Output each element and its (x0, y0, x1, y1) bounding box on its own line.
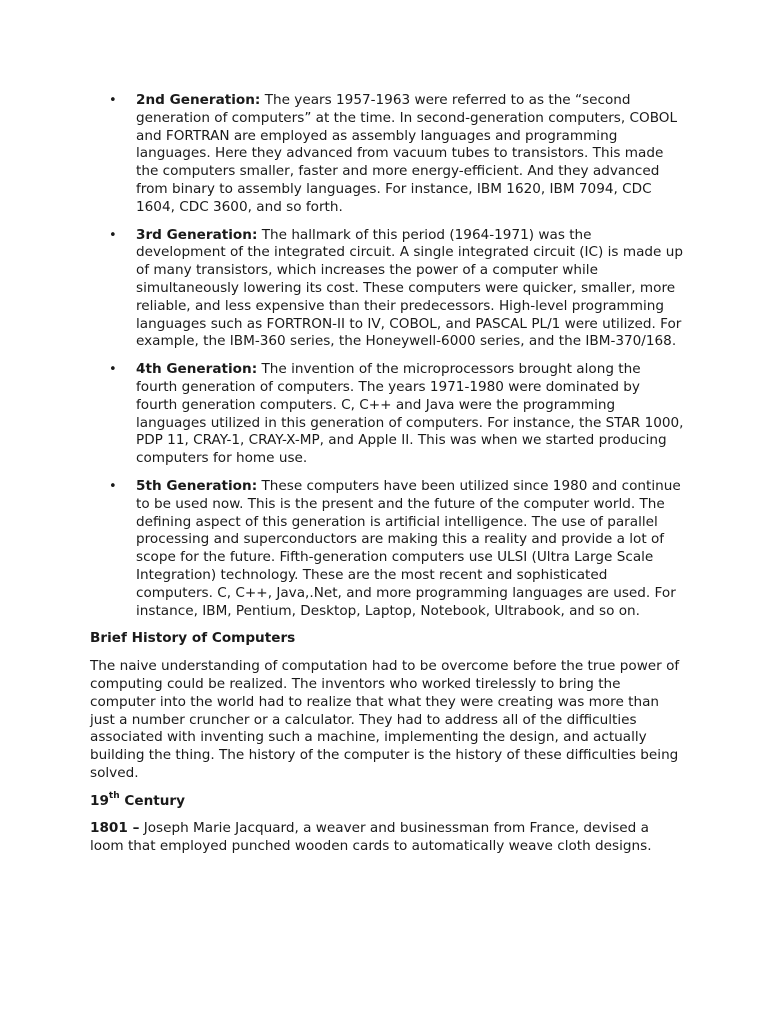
generation-label: 5th Generation: (136, 477, 258, 494)
bullet-icon: • (109, 227, 117, 243)
bullet-icon: • (109, 362, 117, 378)
list-item-3rd-generation (90, 227, 684, 352)
list-item-5th-generation (90, 478, 684, 620)
bullet-icon: • (109, 93, 117, 108)
generation-text: The years 1957-1963 were referred to as the “second generation of computers” at the time. In second-generation computers, COBOL and FORTRAN are employed as assembly languages and programming languages. Here they advanced from vacuum tubes to transistors. This made the computers smaller, faster and more energy-efficient. And they advanced from binary to assembly languages. For instance, IBM 1620, IBM 7094, CDC 1604, CDC 3600, and so forth. (136, 92, 678, 215)
century-word: Century (119, 792, 185, 809)
century-ordinal-suffix: th (108, 791, 120, 802)
entry-text: Joseph Marie Jacquard, a weaver and businessman from France, devised a loom that employed punched wooden cards to automatically weave cloth designs. (90, 820, 652, 855)
generation-label: 3rd Generation: (136, 226, 258, 243)
history-paragraph: The naive understanding of computation had to be overcome before the true power of computing could be realized. The inventors who worked tirelessly to bring the computer into the world had to realize that what they were creating was more than just a number cruncher or a calculator. They had to address all of the difficulties associated with inventing such a machine, implementing the design, and actually building the thing. The history of the computer is the history of these difficulties being solved. (90, 658, 680, 781)
entry-year-label: 1801 – (90, 820, 140, 837)
entry-1801 (90, 820, 684, 856)
bullet-icon: • (109, 478, 117, 494)
generation-label: 4th Generation: (136, 361, 258, 378)
list-item-2nd-generation (90, 92, 684, 217)
generations-list (90, 92, 684, 620)
document-page (90, 92, 684, 866)
generation-text: The invention of the microprocessors brought along the fourth generation of computers. The years 1971-1980 were dominated by fourth generation computers. C, C++ and Java were the programming languages utilized in this generation of computers. For instance, the STAR 1000, PDP 11, CRAY-1, CRAY-X-MP, and Apple II. This was when we started producing computers for home use. (136, 361, 684, 467)
century-heading (90, 793, 684, 811)
list-item-4th-generation (90, 361, 684, 468)
generation-label: 2nd Generation: (136, 92, 261, 108)
generation-text: The hallmark of this period (1964-1971) was the development of the integrated circuit. A single integrated circuit (IC) is made up of many transistors, which increases the power of a computer while simultaneously lowering its cost. These computers were quicker, smaller, more reliable, and less expensive than their predecessors. High-level programming languages such as FORTRON-II to IV, COBOL, and PASCAL PL/1 were utilized. For example, the IBM-360 series, the Honeywell-6000 series, and the IBM-370/168. (136, 226, 683, 350)
history-heading: Brief History of Computers (90, 630, 296, 647)
generation-text: These computers have been utilized since 1980 and continue to be used now. This is the present and the future of the computer world. The defining aspect of this generation is artificial intelligence. The use of parallel processing and superconductors are making this a reality and provide a lot of scope for the future. Fifth-generation computers use ULSI (Ultra Large Scale Integration) technology. These are the most recent and sophisticated computers. C, C++, Java,.Net, and more programming languages are used. For instance, IBM, Pentium, Desktop, Laptop, Notebook, Ultrabook, and so on. (136, 477, 681, 619)
century-number: 19 (90, 792, 109, 809)
